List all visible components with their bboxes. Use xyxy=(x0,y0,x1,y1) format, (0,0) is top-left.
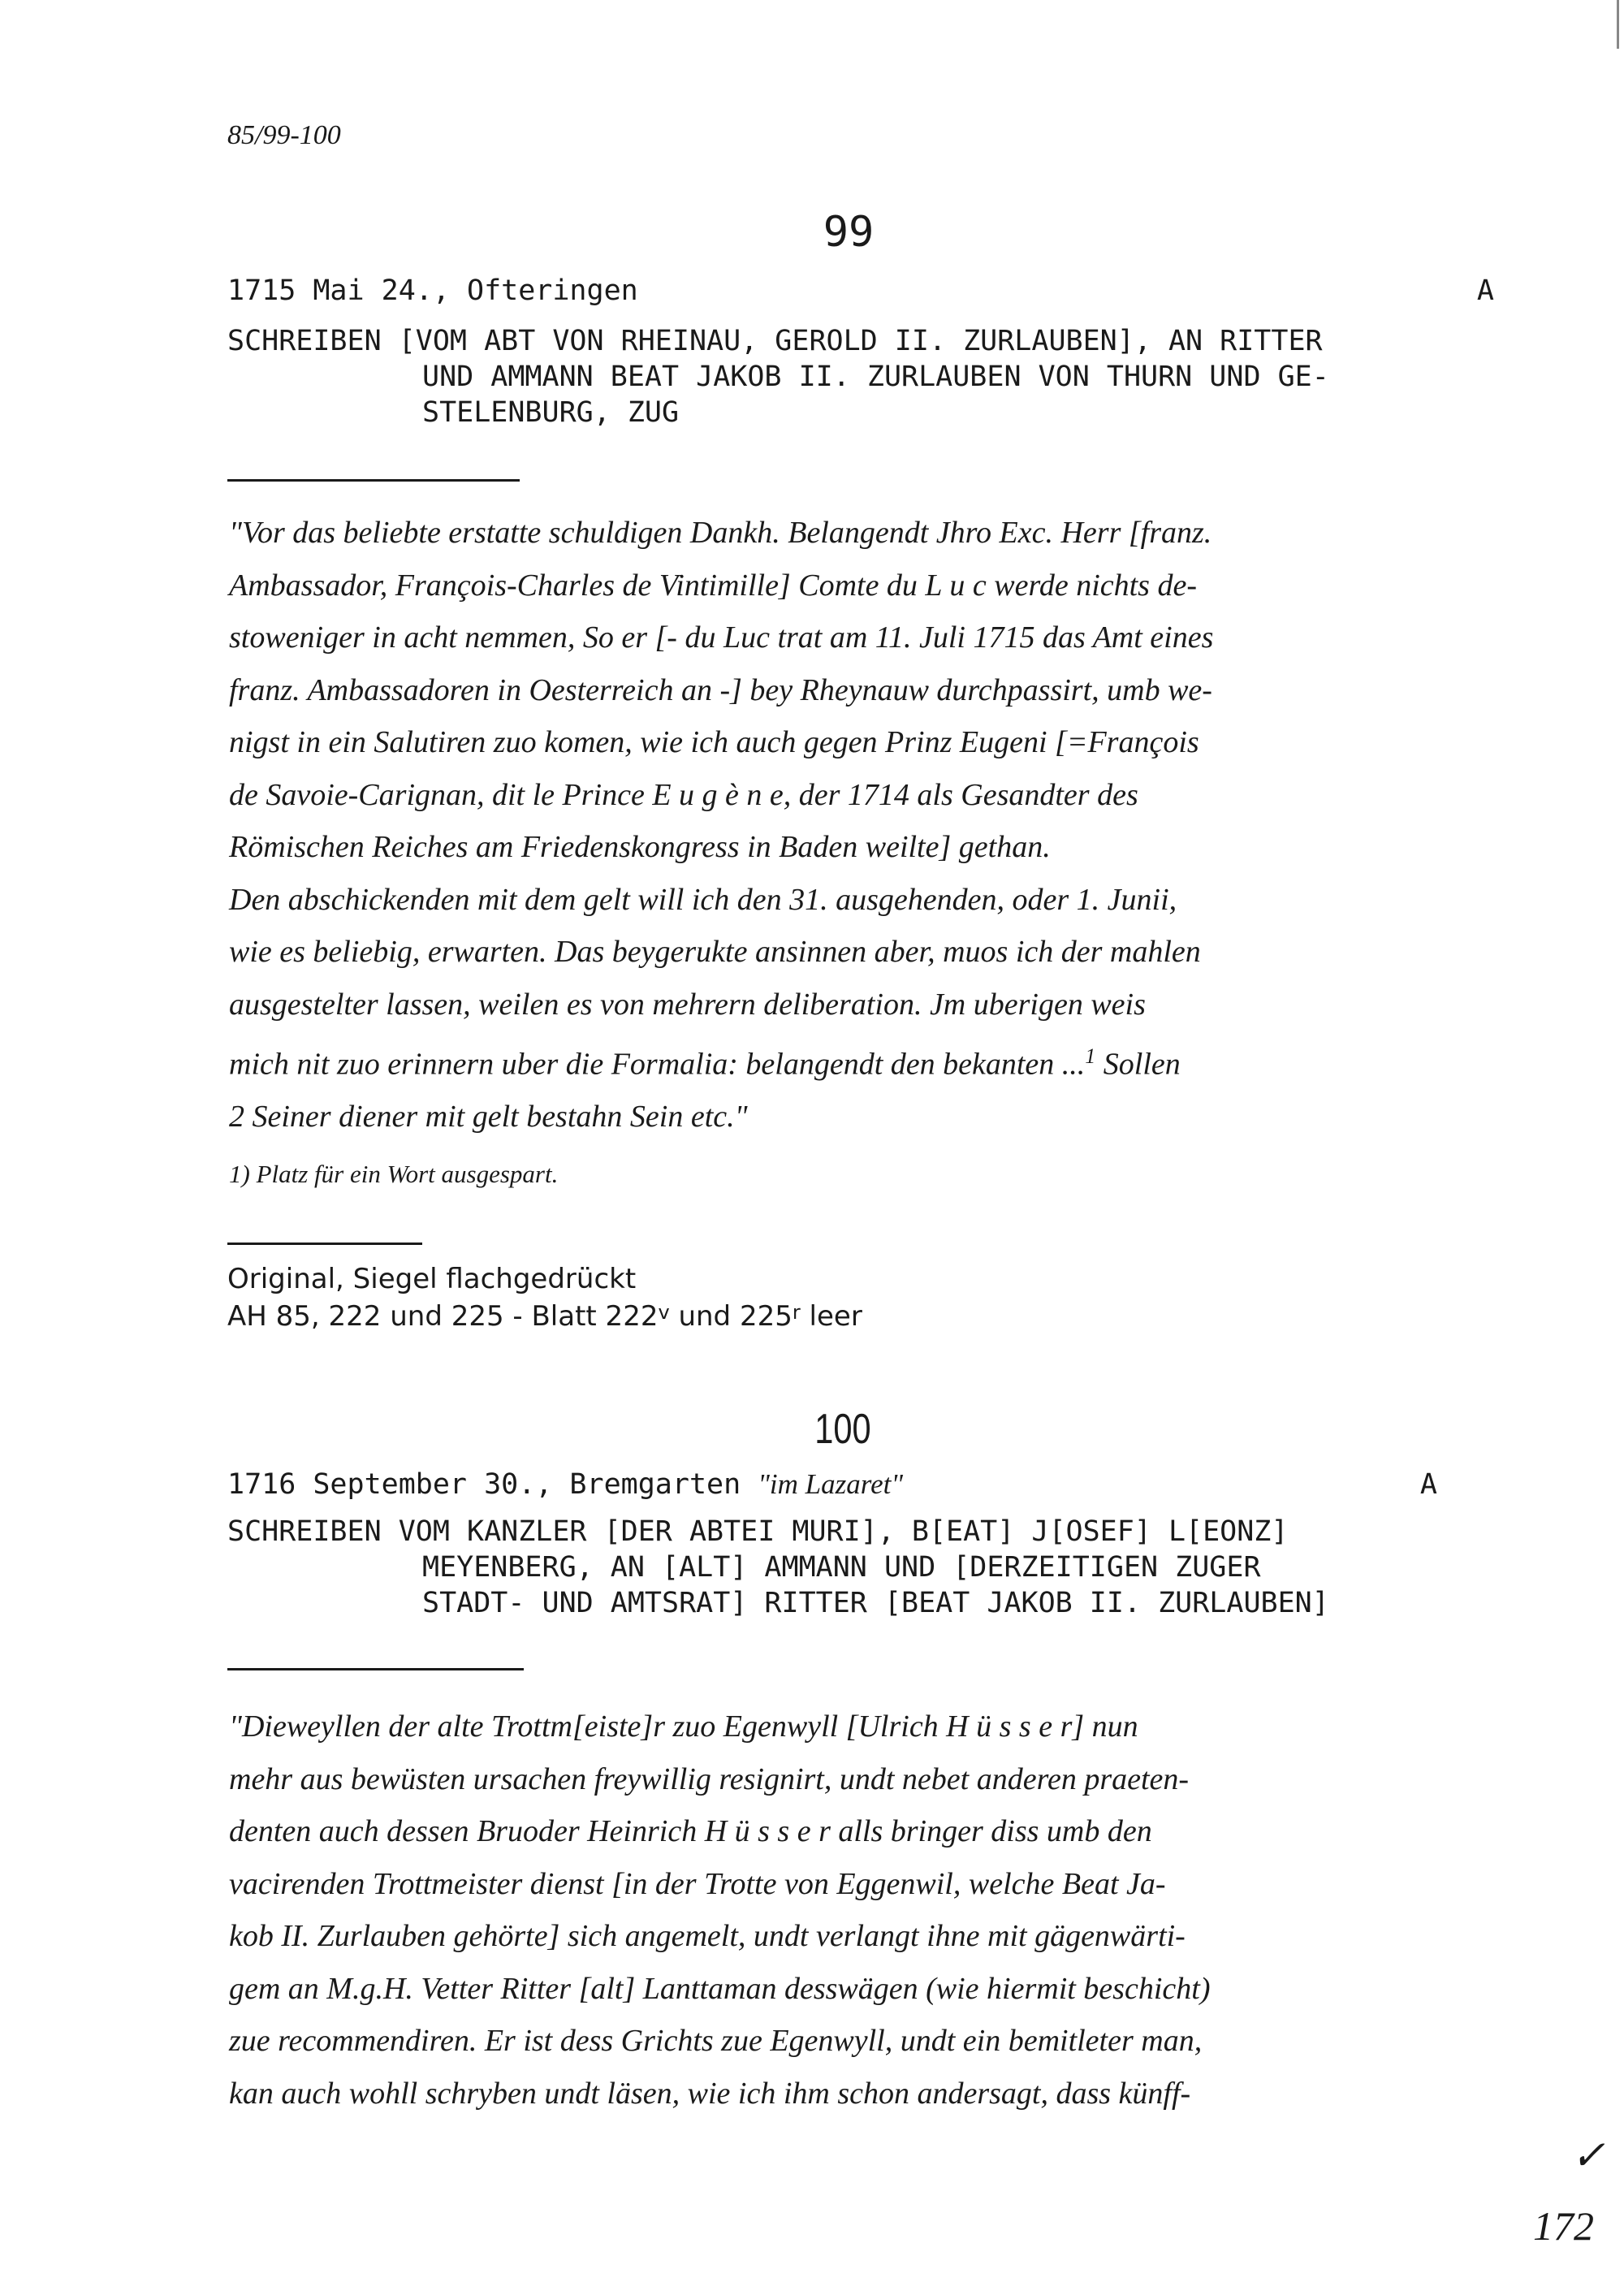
quote-line: "Dieweyllen der alte Trottm[eiste]r zuo Egenwyll [Ulrich H ü s s e r] nun xyxy=(229,1709,1138,1744)
quote-line: mehr aus bewüsten ursachen freywillig resignirt, undt nebet anderen praeten- xyxy=(229,1761,1190,1796)
quote-line: kob II. Zurlauben gehörte] sich angemelt, undt verlangt ihne mit gägenwärti- xyxy=(229,1919,1186,1953)
title-line: MEYENBERG, AN [ALT] AMMANN UND [DERZEITIGEN ZUGER xyxy=(422,1551,1261,1584)
quote-line-with-footnote xyxy=(229,1031,1496,1091)
type-letter: A xyxy=(1476,274,1494,307)
entry-date-place xyxy=(227,274,1494,307)
title-line: SCHREIBEN VOM KANZLER [DER ABTEI MURI], B[EAT] J[OSEF] L[EONZ] xyxy=(227,1515,1289,1548)
quote-line: vacirenden Trottmeister dienst [in der Trotte von Eggenwil, welche Beat Ja- xyxy=(229,1866,1166,1901)
type-letter: A xyxy=(1419,1468,1437,1501)
date-place-italic: "im Lazaret" xyxy=(758,1468,904,1500)
quote-line: stoweniger in acht nemmen, So er [- du Luc trat am 11. Juli 1715 das Amt eines xyxy=(229,620,1214,655)
quote-line: gem an M.g.H. Vetter Ritter [alt] Lanttaman desswägen (wie hiermit beschicht) xyxy=(229,1971,1211,2006)
quoted-text xyxy=(229,507,1496,1143)
entry-number: 100 xyxy=(814,1406,871,1453)
section-divider xyxy=(227,479,520,482)
source-text: leer xyxy=(800,1300,862,1333)
quote-line: wie es beliebig, erwarten. Das beygerukte ansinnen aber, muos ich der mahlen xyxy=(229,935,1201,969)
entry-title xyxy=(227,1514,1494,1621)
quote-line: denten auch dessen Bruoder Heinrich H ü s s e r alls bringer diss umb den xyxy=(229,1814,1152,1848)
source-note xyxy=(227,1260,862,1338)
entry-title xyxy=(227,323,1494,430)
quote-line: Den abschickenden mit dem gelt will ich den 31. ausgehenden, oder 1. Junii, xyxy=(229,882,1177,917)
source-line xyxy=(227,1298,862,1338)
handwritten-check: ✓ xyxy=(1571,2133,1605,2178)
page-reference: 85/99-100 xyxy=(227,120,341,150)
source-line: Original, Siegel flachgedrückt xyxy=(227,1263,637,1295)
date-place-text: 1716 September 30., Bremgarten xyxy=(227,1468,741,1501)
section-divider xyxy=(227,1668,524,1670)
title-line: SCHREIBEN [VOM ABT VON RHEINAU, GEROLD II. ZURLAUBEN], AN RITTER xyxy=(227,325,1323,357)
quote-line-tail: Sollen xyxy=(1103,1047,1181,1082)
recto-marker: r xyxy=(792,1301,801,1324)
section-divider xyxy=(227,1243,422,1245)
quote-line: zue recommendiren. Er ist dess Grichts zue Egenwyll, undt ein bemitleter man, xyxy=(229,2024,1203,2058)
title-line: STELENBURG, ZUG xyxy=(422,396,680,429)
footnote-marker: 1 xyxy=(1085,1044,1096,1068)
quote-line: de Savoie-Carignan, dit le Prince E u g è n e, der 1714 als Gesandter des xyxy=(229,777,1138,812)
quote-line: 2 Seiner diener mit gelt bestahn Sein etc." xyxy=(229,1100,748,1134)
quote-line: ausgestelter lassen, weilen es von mehrern deliberation. Jm uberigen weis xyxy=(229,987,1146,1022)
source-text: und 225 xyxy=(669,1300,793,1333)
title-line: UND AMMANN BEAT JAKOB II. ZURLAUBEN VON THURN UND GE- xyxy=(422,361,1329,393)
quote-line: nigst in ein Salutiren zuo komen, wie ich auch gegen Prinz Eugeni [=François xyxy=(229,725,1199,759)
footnote: 1) Platz für ein Wort ausgespart. xyxy=(229,1160,559,1188)
quote-line: "Vor das beliebte erstatte schuldigen Dankh. Belangendt Jhro Exc. Herr [franz. xyxy=(229,516,1212,550)
quote-line: franz. Ambassadoren in Oesterreich an -] bey Rheynauw durchpassirt, umb we- xyxy=(229,672,1212,707)
verso-marker: v xyxy=(658,1301,670,1324)
quote-line: kan auch wohll schryben undt läsen, wie ich ihm schon andersagt, dass künff- xyxy=(229,2076,1191,2111)
quote-line: Römischen Reiches am Friedenskongress in Baden weilte] gethan. xyxy=(229,830,1051,864)
entry-number: 99 xyxy=(823,208,875,257)
date-place-text: 1715 Mai 24., Ofteringen xyxy=(227,274,638,307)
handwritten-folio: 172 xyxy=(1533,2203,1594,2249)
quoted-text xyxy=(229,1701,1496,2120)
quote-line: Ambassador, François-Charles de Vintimille] Comte du L u c werde nichts de- xyxy=(229,568,1197,603)
scan-edge-mark xyxy=(1617,0,1619,49)
title-line: STADT- UND AMTSRAT] RITTER [BEAT JAKOB II. ZURLAUBEN] xyxy=(422,1587,1329,1619)
entry-date-place xyxy=(227,1468,1437,1501)
quote-line-text: mich nit zuo erinnern uber die Formalia: belangendt den bekanten ... xyxy=(229,1047,1086,1082)
source-text: AH 85, 222 und 225 - Blatt 222 xyxy=(227,1300,659,1333)
